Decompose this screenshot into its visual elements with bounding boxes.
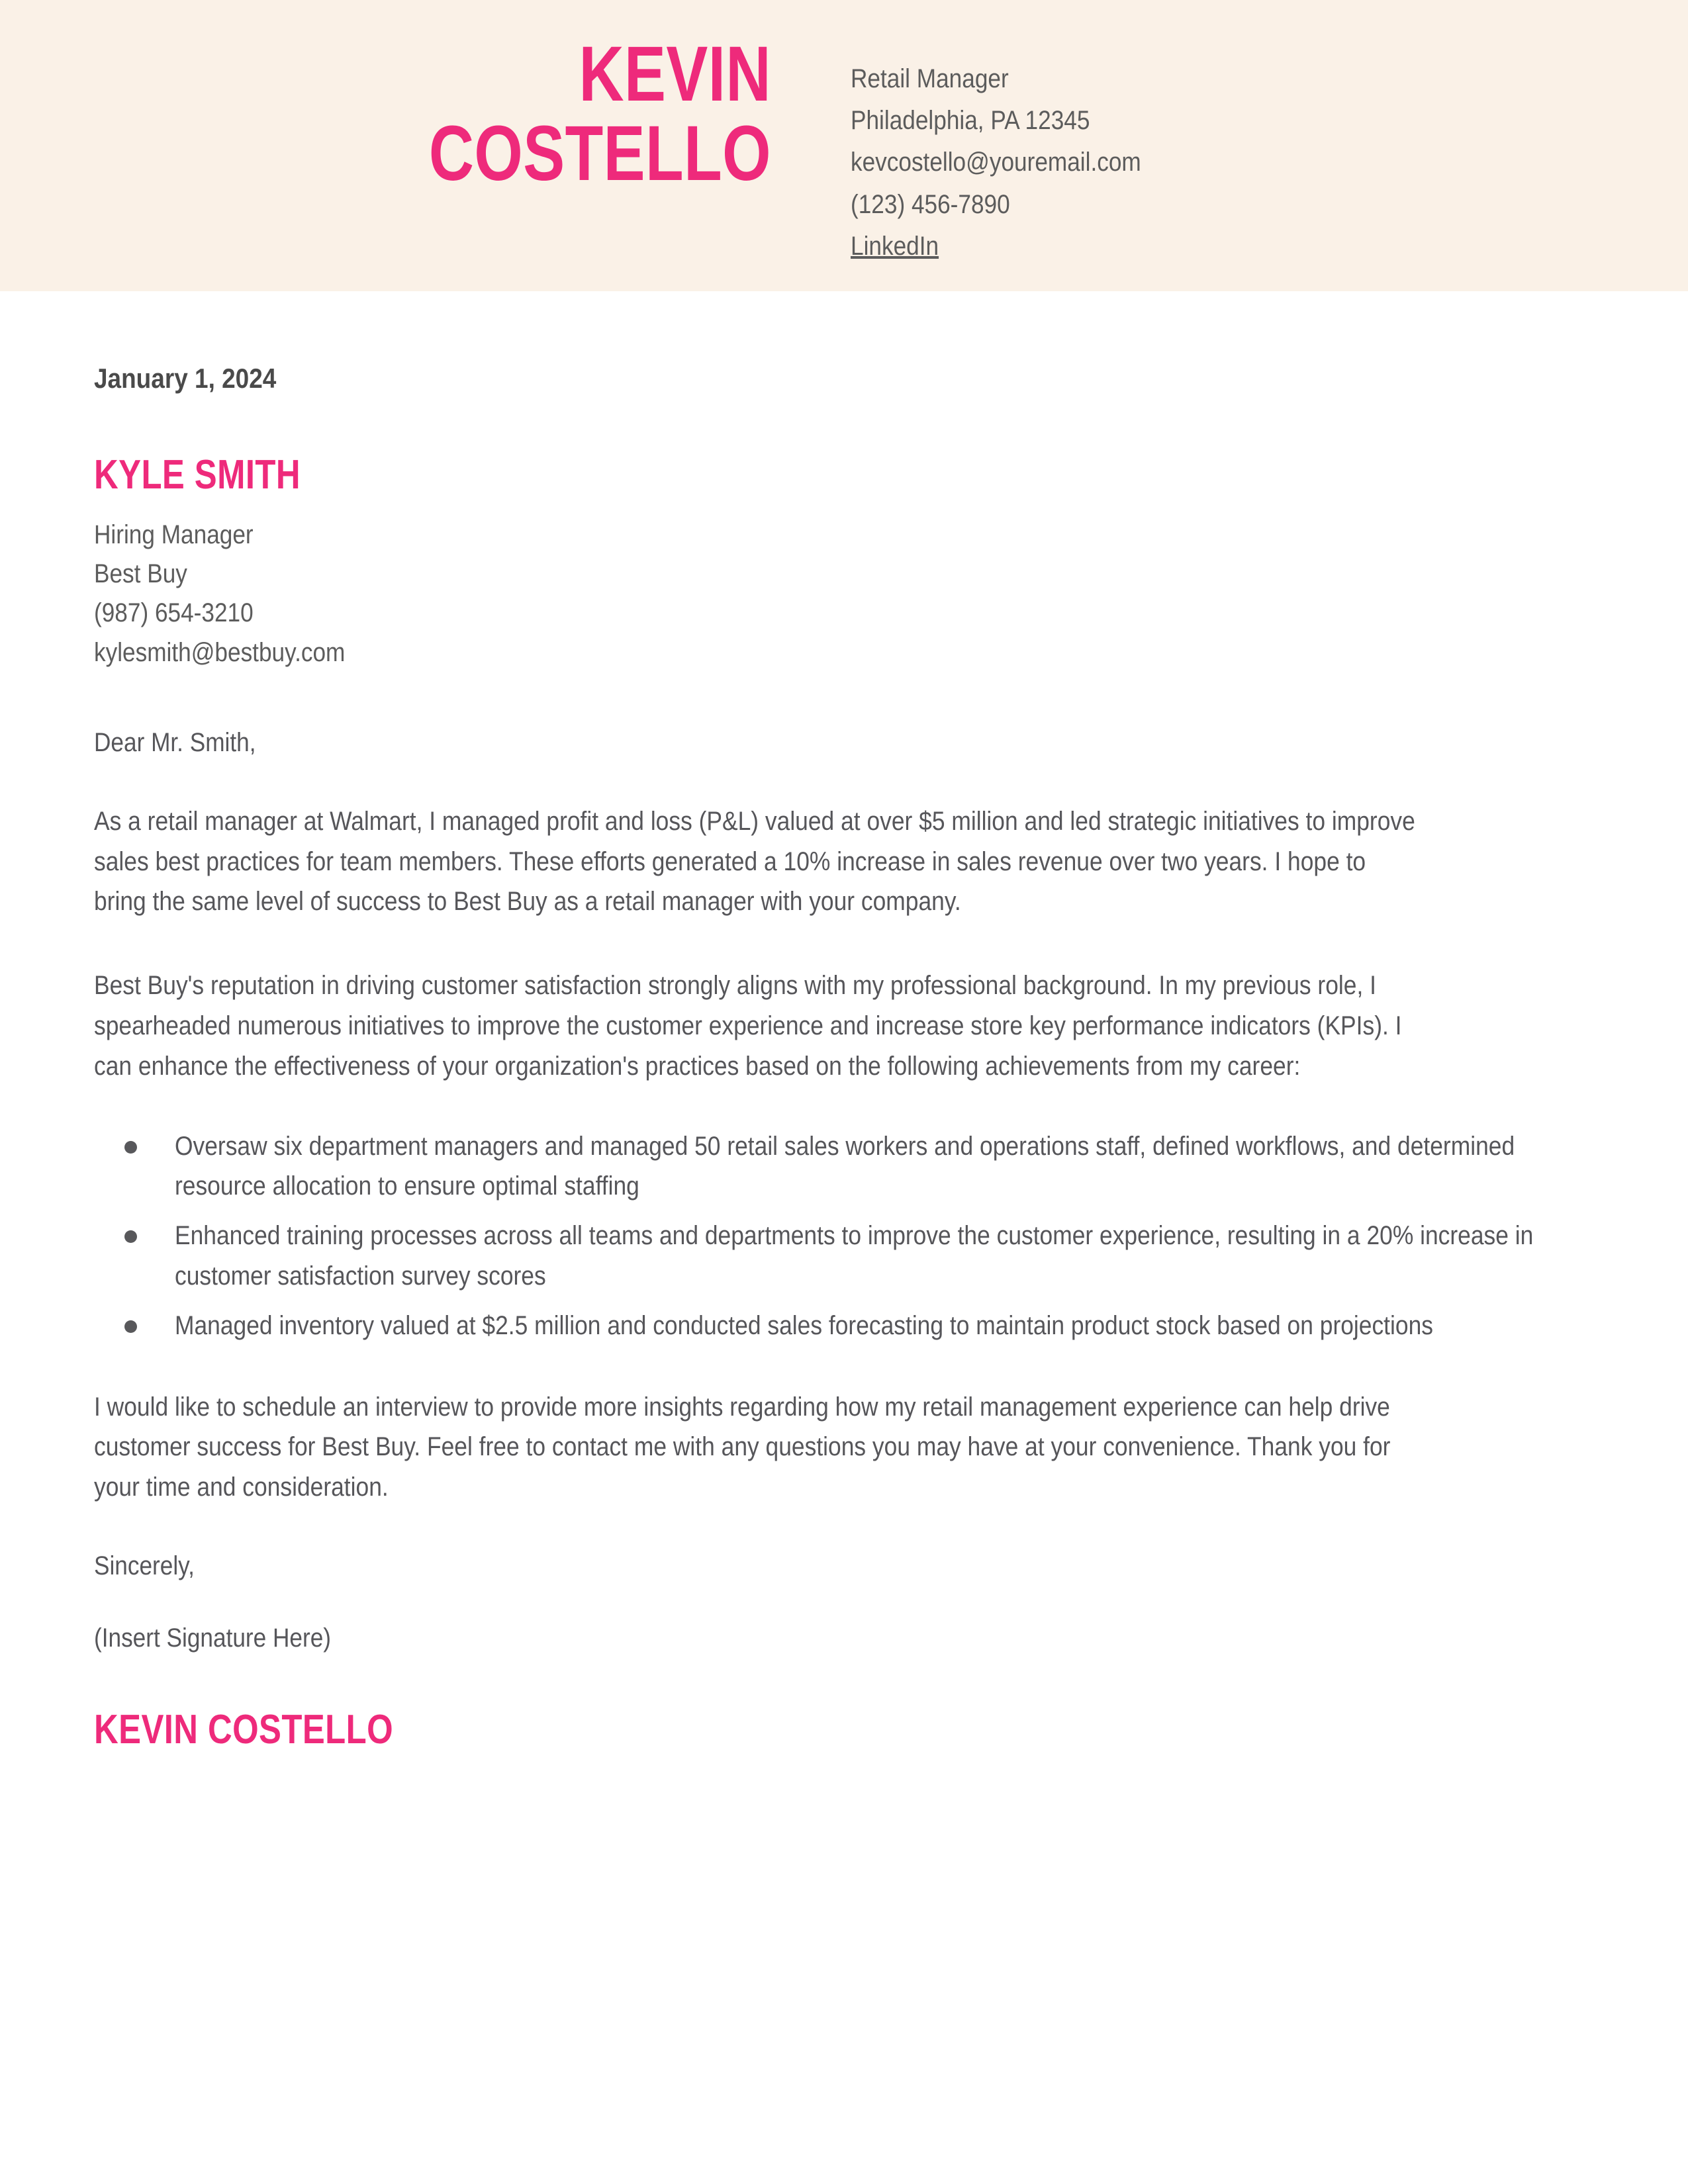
body-paragraph-2: Best Buy's reputation in driving customer satisfaction strongly aligns with my professional background. In my previous role, I spearheaded numerous initiatives to improve the customer experience and increase store key performance indicators (KPIs). I can enhance the effectiveness of your organization's practices based on the following achievements from my career: [94, 971, 1402, 1081]
sender-job-title: Retail Manager [851, 64, 1009, 93]
achievements-list [94, 1126, 1594, 1346]
recipient-name: KYLE SMITH [94, 452, 301, 498]
sender-phone[interactable]: (123) 456-7890 [851, 189, 1010, 219]
sender-location: Philadelphia, PA 12345 [851, 106, 1090, 136]
sender-first-name: KEVIN [579, 30, 771, 118]
closing-paragraph: I would like to schedule an interview to provide more insights regarding how my retail management experience can help drive customer success for Best Buy. Feel free to contact me with any questions you may have at your convenience. Thank you for your time and consideration. [94, 1392, 1391, 1502]
achievement-text: Oversaw six department managers and managed 50 retail sales workers and operations staff, defined workflows, and determined resource allocation to ensure optimal staffing [175, 1131, 1515, 1201]
achievement-text: Enhanced training processes across all teams and departments to improve the customer experience, resulting in a 20% increase in customer satisfaction survey scores [175, 1221, 1534, 1291]
body-paragraph-1: As a retail manager at Walmart, I managed profit and loss (P&L) valued at over $5 million and led strategic initiatives to improve sales best practices for team members. These efforts generated a 10% increase in sales revenue over two years. I hope to bring the same level of success to Best Buy as a retail manager with your company. [94, 806, 1415, 917]
recipient-company: Best Buy [94, 559, 187, 589]
letter-body [0, 363, 1688, 1753]
letterhead-header [0, 0, 1688, 291]
signer-name: KEVIN COSTELLO [94, 1706, 394, 1752]
sender-name-block [0, 0, 771, 198]
sign-off: Sincerely, [94, 1551, 195, 1580]
recipient-email: kylesmith@bestbuy.com [94, 637, 346, 667]
signature-placeholder: (Insert Signature Here) [94, 1623, 332, 1653]
list-item [94, 1126, 1594, 1207]
list-item [94, 1306, 1594, 1346]
bullet-dot-icon [124, 1230, 137, 1243]
recipient-title: Hiring Manager [94, 520, 254, 549]
recipient-phone: (987) 654-3210 [94, 598, 254, 628]
sender-contact-block [771, 0, 1181, 267]
bullet-dot-icon [124, 1320, 137, 1333]
bullet-dot-icon [124, 1141, 137, 1154]
recipient-details [94, 516, 1594, 672]
list-item [94, 1216, 1594, 1297]
sender-email[interactable]: kevcostello@youremail.com [851, 148, 1141, 177]
sender-last-name: COSTELLO [428, 110, 771, 198]
letter-date: January 1, 2024 [94, 363, 277, 394]
achievement-text: Managed inventory valued at $2.5 million and conducted sales forecasting to maintain product stock based on projections [175, 1310, 1433, 1340]
salutation: Dear Mr. Smith, [94, 727, 256, 757]
linkedin-link[interactable]: LinkedIn [851, 231, 939, 261]
